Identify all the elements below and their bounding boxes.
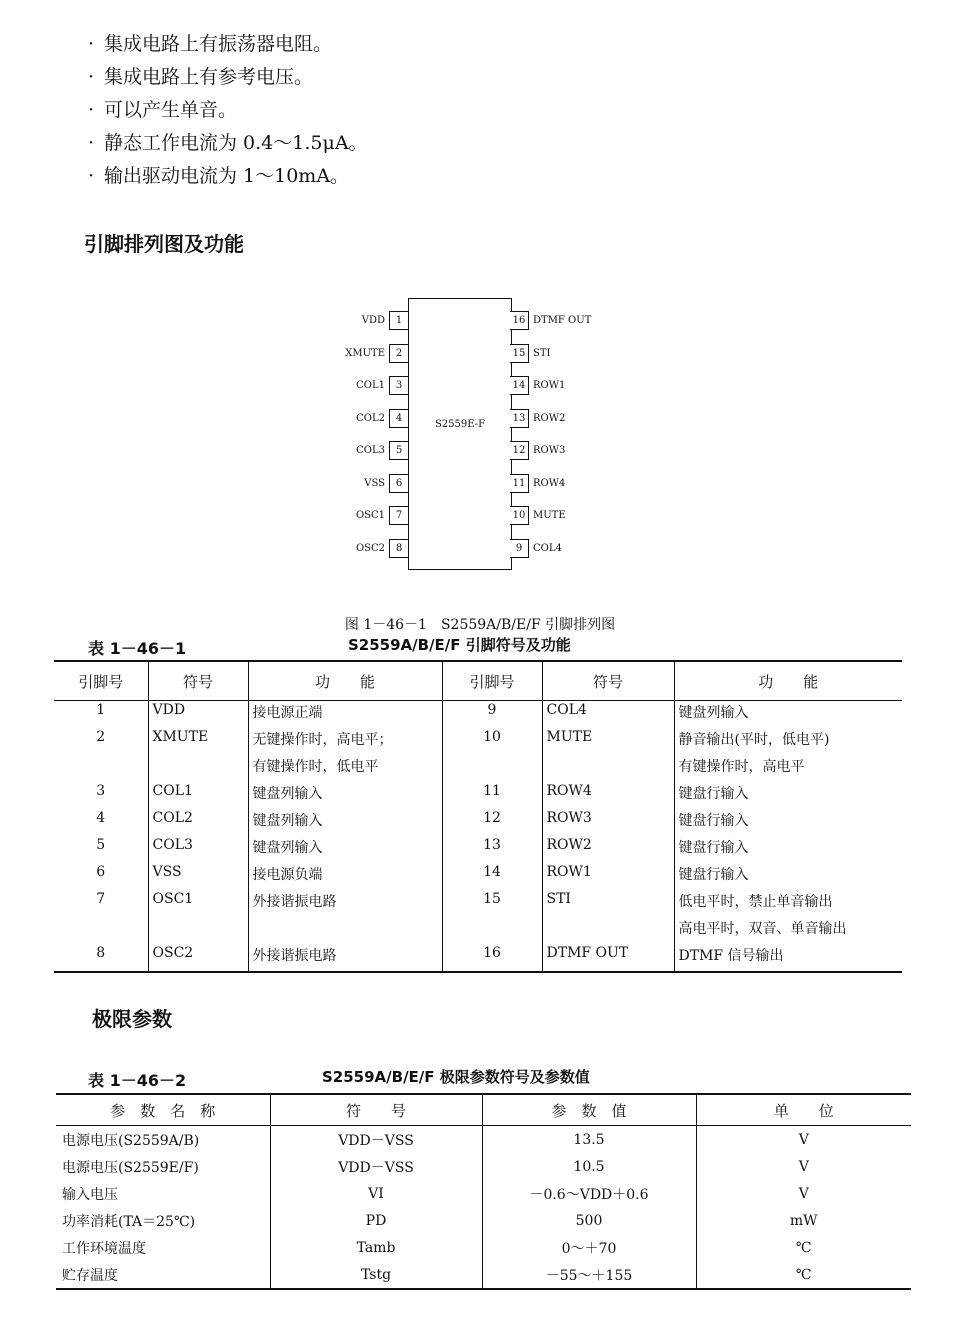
table-cell: 16 — [442, 944, 542, 972]
header-value: 参 数 值 — [482, 1094, 696, 1126]
chip-body — [408, 298, 512, 570]
bullet-dot: · — [88, 132, 95, 154]
table-cell: 10.5 — [482, 1153, 696, 1180]
table-row — [54, 917, 902, 944]
feature-text: 集成电路上有振荡器电阻。 — [104, 33, 333, 55]
pin-number: 3 — [389, 376, 408, 395]
bullet-dot: · — [88, 66, 95, 88]
table-cell: 键盘列输入 — [248, 782, 442, 809]
table-cell: MUTE — [542, 728, 674, 755]
pin-function-table — [54, 660, 902, 973]
table1-title: S2559A/B/E/F 引脚符号及功能 — [348, 636, 571, 654]
feature-text: 静态工作电流为 0.4～1.5μA。 — [104, 132, 368, 154]
feature-text: 集成电路上有参考电压。 — [104, 66, 314, 88]
bullet-dot: · — [88, 165, 95, 187]
pin-name: COL2 — [356, 412, 385, 424]
table-cell: V — [798, 1158, 809, 1175]
pin-number: 15 — [510, 344, 529, 363]
pin-right — [510, 344, 550, 363]
table-cell: 6 — [54, 863, 148, 890]
table-cell: V — [798, 1185, 809, 1202]
table-cell: mW — [789, 1212, 818, 1229]
bullet-dot: · — [88, 99, 95, 121]
pin-name: ROW2 — [533, 412, 566, 424]
table-cell: VI — [270, 1180, 482, 1207]
pin-name: OSC1 — [355, 510, 385, 521]
table-cell: 14 — [442, 863, 542, 890]
table-cell: COL4 — [542, 701, 674, 729]
header-pin-no: 引脚号 — [54, 661, 148, 701]
table-cell: OSC1 — [148, 890, 248, 917]
pin-left — [320, 539, 408, 558]
pin-number: 11 — [510, 474, 529, 493]
pin-left — [320, 311, 408, 330]
pin-right — [510, 539, 562, 558]
table-header-row — [54, 661, 902, 701]
pin-name: ROW3 — [533, 445, 566, 456]
table-header-row — [56, 1094, 911, 1126]
table-cell: 静音输出(平时，低电平) — [678, 732, 830, 748]
pin-name: ROW1 — [533, 380, 566, 391]
table-cell: 键盘行输入 — [678, 840, 749, 856]
table-cell: DTMF OUT — [542, 944, 674, 972]
table-cell: 7 — [54, 890, 148, 917]
table-cell: 500 — [482, 1207, 696, 1234]
table-cell: VDD — [148, 701, 248, 729]
pin-name: COL1 — [356, 380, 385, 391]
feature-list — [88, 28, 788, 193]
pin-number: 16 — [510, 311, 529, 330]
table-cell: 有键操作时，低电平 — [248, 755, 442, 782]
pin-right — [510, 506, 566, 525]
table-cell: ℃ — [795, 1266, 812, 1283]
pin-name: VSS — [364, 477, 385, 489]
table-cell: ℃ — [795, 1239, 812, 1256]
figure-caption: 图 1－46－1 S2559A/B/E/F 引脚排列图 — [344, 617, 616, 633]
pin-right — [510, 441, 565, 460]
pin-name: OSC2 — [355, 542, 385, 554]
header-unit: 单 位 — [696, 1094, 911, 1126]
pin-left — [320, 474, 408, 493]
table-cell: Tstg — [270, 1261, 482, 1289]
table-cell — [54, 755, 148, 782]
pin-left — [320, 441, 408, 460]
pin-number: 12 — [510, 441, 529, 460]
table-cell: VDD－VSS — [270, 1126, 482, 1154]
table-cell: XMUTE — [148, 728, 248, 755]
table-cell: 输入电压 — [56, 1180, 270, 1207]
pin-name: MUTE — [533, 510, 566, 521]
table-row — [54, 728, 902, 755]
table-cell: 高电平时，双音、单音输出 — [678, 921, 847, 937]
table-cell: 键盘列输入 — [248, 836, 442, 863]
feature-item — [88, 127, 788, 160]
table-cell: Tamb — [270, 1234, 482, 1261]
header-function: 功 能 — [248, 661, 442, 701]
limits-table-body — [56, 1126, 911, 1290]
table-row — [56, 1180, 911, 1207]
table-cell: 13 — [442, 836, 542, 863]
table-row — [56, 1207, 911, 1234]
pin-number: 14 — [510, 376, 529, 395]
feature-item — [88, 61, 788, 94]
table-row — [56, 1261, 911, 1289]
pin-right — [510, 376, 565, 395]
table-cell: 15 — [442, 890, 542, 917]
table-cell: DTMF 信号输出 — [678, 948, 784, 964]
header-param-name: 参 数 名 称 — [56, 1094, 270, 1126]
table-cell: 接电源正端 — [248, 701, 442, 729]
table-cell: 无键操作时，高电平； — [248, 728, 442, 755]
table-cell: 5 — [54, 836, 148, 863]
header-symbol: 符号 — [542, 661, 674, 701]
pin-name: DTMF OUT — [533, 315, 592, 326]
table-cell — [148, 917, 248, 944]
pin-number: 6 — [389, 474, 408, 493]
table-cell: 键盘行输入 — [678, 867, 749, 883]
table-cell: 12 — [442, 809, 542, 836]
table-row — [54, 836, 902, 863]
table-row — [54, 944, 902, 972]
table-cell: COL1 — [148, 782, 248, 809]
table-cell: 键盘行输入 — [678, 813, 749, 829]
table-cell: COL3 — [148, 836, 248, 863]
pin-left — [320, 344, 408, 363]
table-cell: 外接谐振电路 — [248, 944, 442, 972]
table-cell: 工作环境温度 — [56, 1234, 270, 1261]
limits-section-heading: 极限参数 — [92, 1007, 172, 1031]
table-cell: PD — [270, 1207, 482, 1234]
table-cell: ROW3 — [542, 809, 674, 836]
table-cell: 电源电压(S2559A/B) — [56, 1126, 270, 1154]
header-symbol: 符号 — [148, 661, 248, 701]
header-symbol: 符 号 — [270, 1094, 482, 1126]
table-cell: 功率消耗(TA＝25℃) — [56, 1207, 270, 1234]
table-cell: 键盘行输入 — [678, 786, 749, 802]
pin-number: 7 — [389, 506, 408, 525]
table-cell: 键盘列输入 — [248, 809, 442, 836]
table-cell: ROW4 — [542, 782, 674, 809]
feature-item — [88, 160, 788, 193]
header-function: 功 能 — [674, 661, 902, 701]
pin-right — [510, 474, 565, 493]
table-cell: 低电平时，禁止单音输出 — [678, 894, 833, 910]
pin-right — [510, 409, 565, 428]
table-row — [54, 809, 902, 836]
pin-number: 13 — [510, 409, 529, 428]
table-cell: －55～＋155 — [482, 1261, 696, 1289]
pin-number: 4 — [389, 409, 408, 428]
bullet-dot: · — [88, 33, 95, 55]
header-pin-no: 引脚号 — [442, 661, 542, 701]
table-cell: 10 — [442, 728, 542, 755]
table-cell: VSS — [148, 863, 248, 890]
table-cell: －0.6～VDD＋0.6 — [482, 1180, 696, 1207]
table-cell: 11 — [442, 782, 542, 809]
table-cell: COL2 — [148, 809, 248, 836]
table-cell — [542, 917, 674, 944]
table-row — [56, 1126, 911, 1154]
table-cell: OSC2 — [148, 944, 248, 972]
table-row — [56, 1153, 911, 1180]
table-cell: 3 — [54, 782, 148, 809]
table-cell: ROW1 — [542, 863, 674, 890]
pin-name: ROW4 — [533, 477, 566, 489]
table-cell: 外接谐振电路 — [248, 890, 442, 917]
feature-item — [88, 28, 788, 61]
pin-section-heading: 引脚排列图及功能 — [84, 232, 244, 256]
table2-title: S2559A/B/E/F 极限参数符号及参数值 — [322, 1068, 590, 1086]
pin-left — [320, 409, 408, 428]
table2-label: 表 1－46－2 — [88, 1071, 187, 1090]
table-cell: 0～＋70 — [482, 1234, 696, 1261]
table-cell — [248, 917, 442, 944]
pin-left — [320, 376, 408, 395]
table-cell: 有键操作时，高电平 — [678, 759, 805, 775]
pin-name: COL4 — [533, 542, 562, 554]
table-row — [54, 701, 902, 729]
table-row — [54, 755, 902, 782]
pin-number: 1 — [389, 311, 408, 330]
pin-number: 5 — [389, 441, 408, 460]
table-cell: V — [798, 1131, 809, 1148]
table-cell: 13.5 — [482, 1126, 696, 1154]
table-cell: 1 — [54, 701, 148, 729]
pin-right — [510, 311, 591, 330]
pin-left — [320, 506, 408, 525]
table-cell — [442, 917, 542, 944]
pin-diagram — [320, 298, 640, 573]
table-cell: 贮存温度 — [56, 1261, 270, 1289]
table-cell: 9 — [442, 701, 542, 729]
table-row — [54, 890, 902, 917]
pin-name: VDD — [361, 315, 385, 326]
table1-label: 表 1－46－1 — [88, 639, 187, 658]
pin-number: 2 — [389, 344, 408, 363]
table-cell — [442, 755, 542, 782]
pin-number: 9 — [510, 539, 529, 558]
pin-function-table-body — [54, 701, 902, 973]
feature-item — [88, 94, 788, 127]
chip-name: S2559E-F — [434, 419, 486, 430]
pin-name: XMUTE — [345, 347, 385, 359]
table-cell: STI — [542, 890, 674, 917]
feature-text: 输出驱动电流为 1～10mA。 — [104, 165, 350, 187]
pin-number: 10 — [510, 506, 529, 525]
table-cell: 4 — [54, 809, 148, 836]
table-cell — [54, 917, 148, 944]
pin-name: STI — [533, 347, 551, 359]
table-cell: VDD－VSS — [270, 1153, 482, 1180]
pin-number: 8 — [389, 539, 408, 558]
pin-name: COL3 — [356, 445, 385, 456]
table-cell: 键盘列输入 — [678, 705, 749, 721]
table-cell: 2 — [54, 728, 148, 755]
table-cell — [148, 755, 248, 782]
limits-table — [56, 1093, 911, 1290]
table-cell: 电源电压(S2559E/F) — [56, 1153, 270, 1180]
table-cell: 接电源负端 — [248, 863, 442, 890]
table-cell: ROW2 — [542, 836, 674, 863]
table-cell: 8 — [54, 944, 148, 972]
feature-text: 可以产生单音。 — [104, 99, 238, 121]
table-row — [56, 1234, 911, 1261]
table-row — [54, 863, 902, 890]
table-row — [54, 782, 902, 809]
table-cell — [542, 755, 674, 782]
